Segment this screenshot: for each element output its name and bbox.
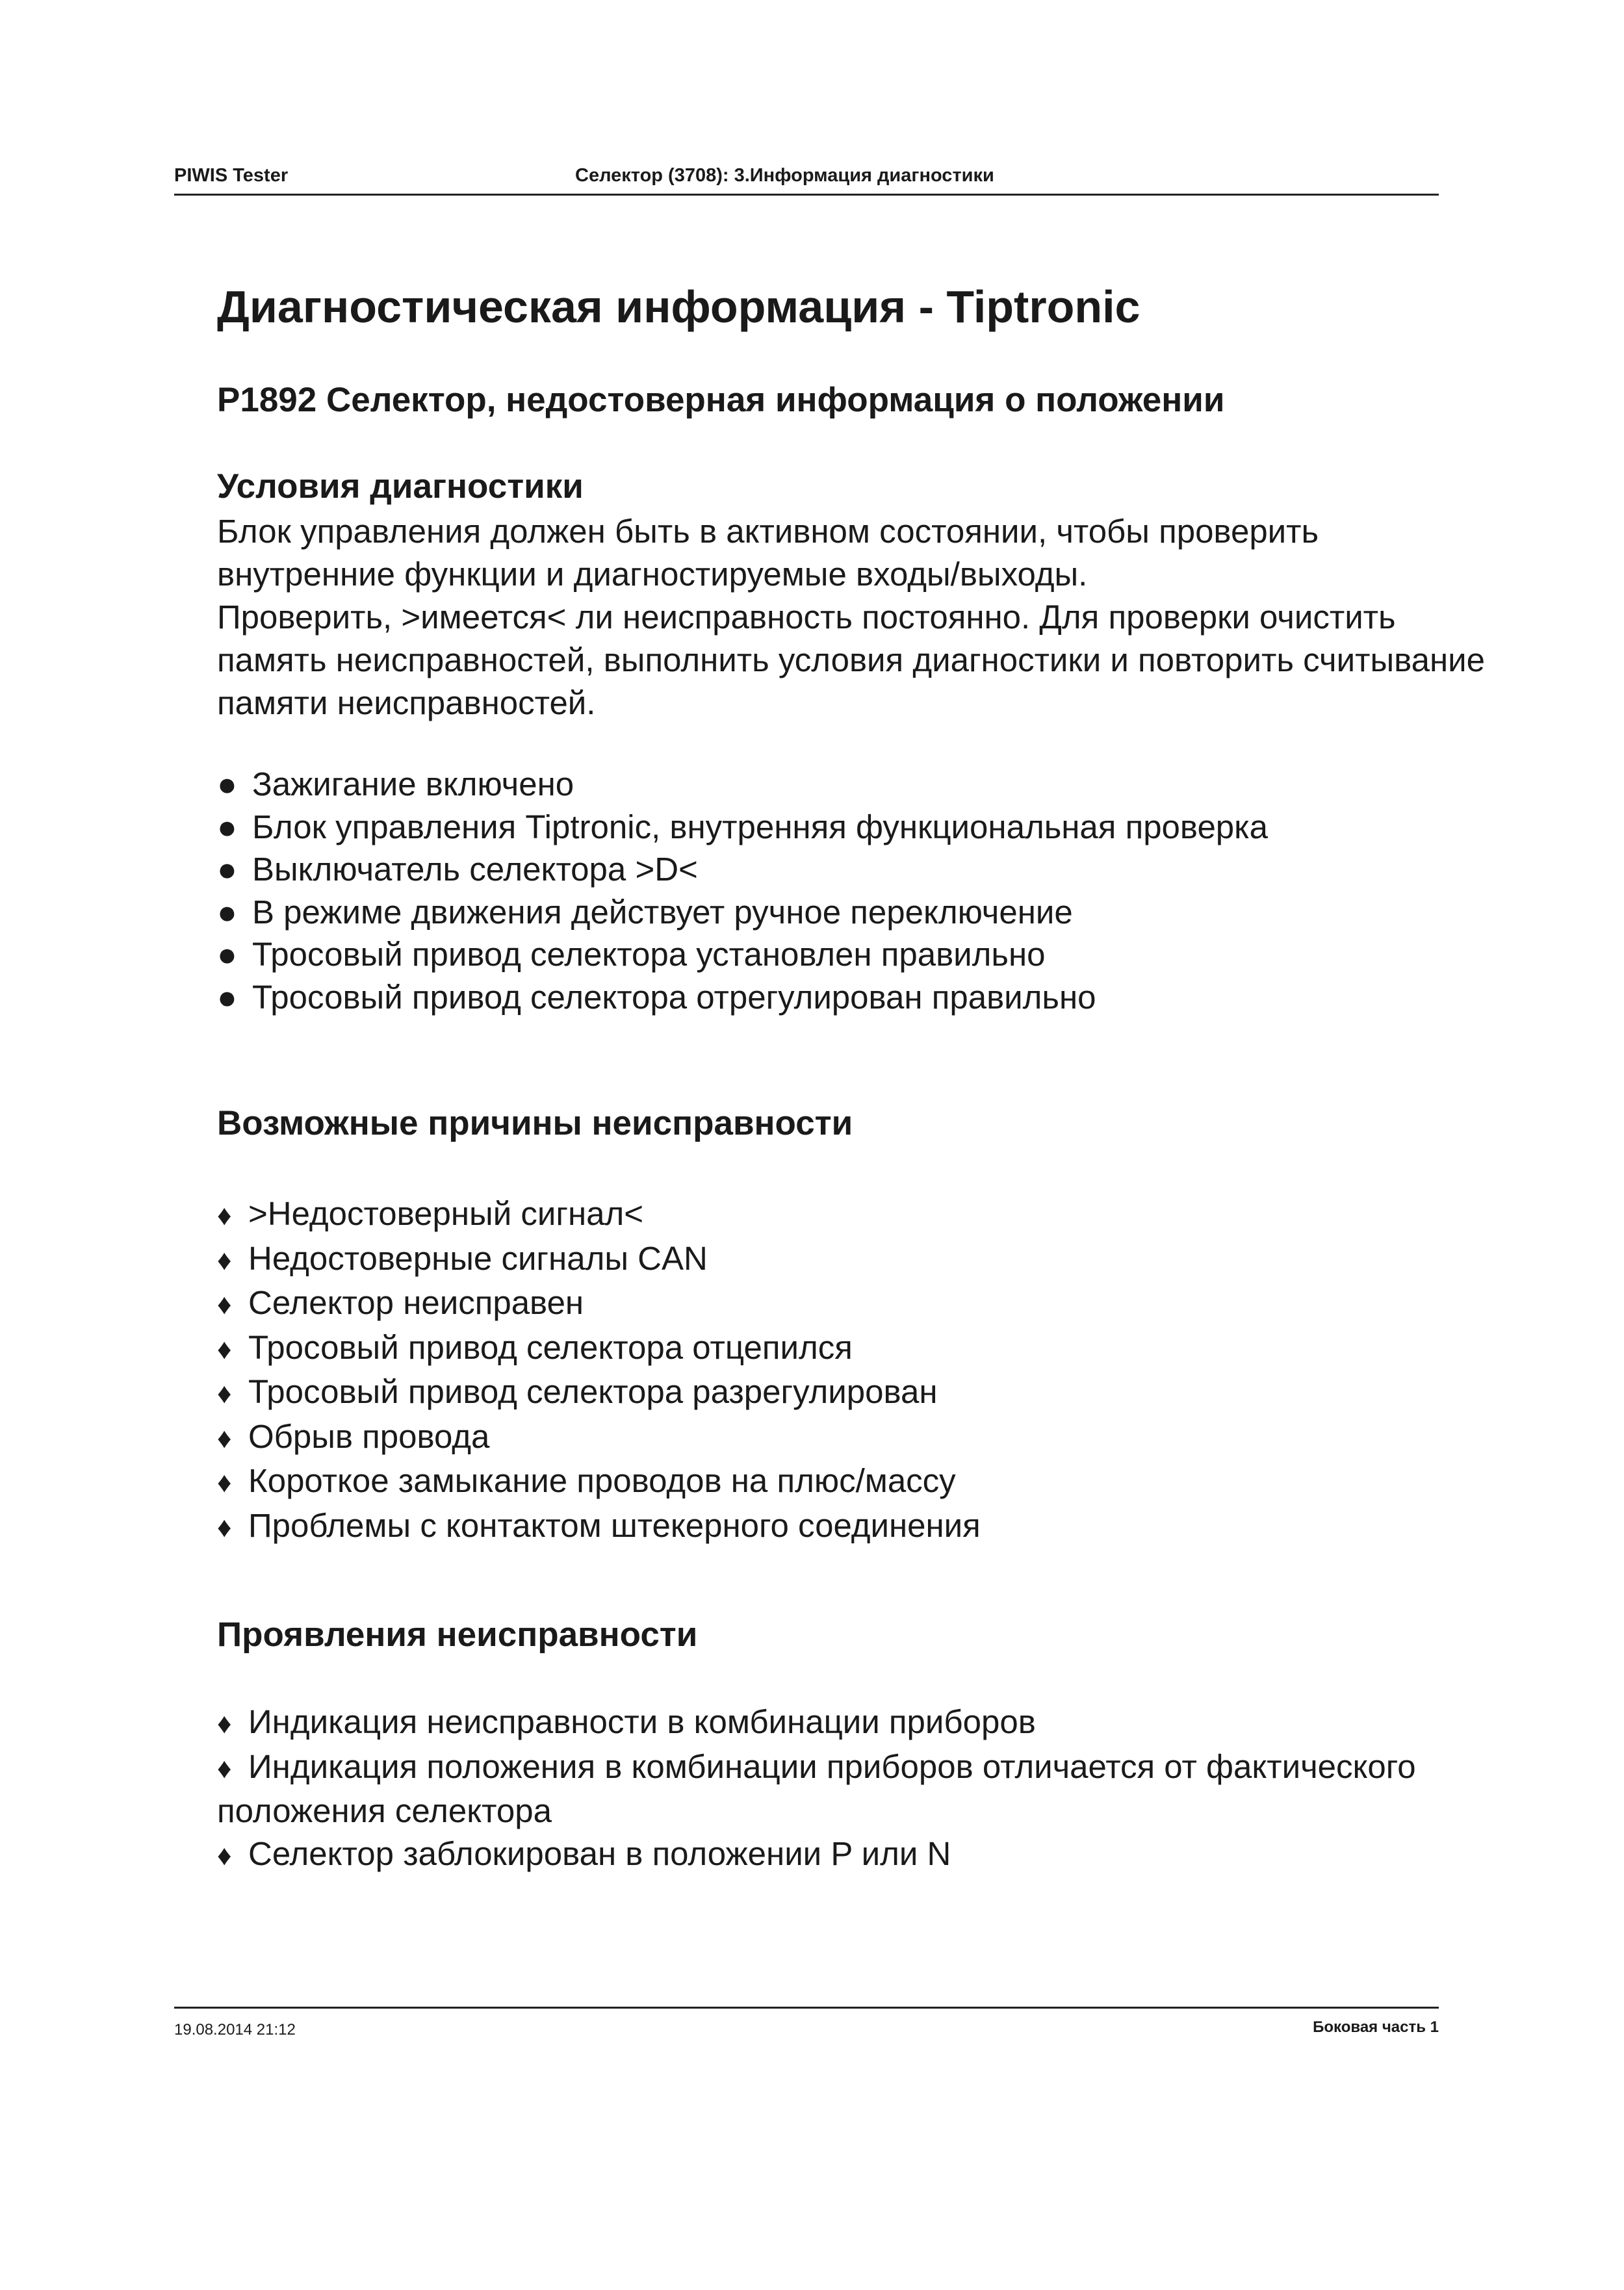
bullet-dot-icon: ● — [217, 936, 237, 973]
footer-datetime: 19.08.2014 21:12 — [174, 2021, 296, 2039]
list-item — [217, 1415, 1504, 1460]
list-item — [217, 848, 1504, 891]
list-item-text: Обрыв провода — [248, 1417, 490, 1455]
list-item — [217, 1192, 1504, 1237]
bullet-diamond-icon: ♦ — [217, 1839, 232, 1872]
list-item-text: Индикация неисправности в комбинации приборов — [248, 1703, 1036, 1740]
list-item — [217, 1745, 1504, 1833]
list-item-text: В режиме движения действует ручное переключение — [252, 893, 1073, 931]
conditions-paragraph-1: Блок управления должен быть в активном состоянии, чтобы проверить внутренние функции и диагностируемые входы/выходы. — [217, 513, 1319, 593]
causes-list — [217, 1192, 1504, 1549]
list-item — [217, 1504, 1504, 1549]
list-item — [217, 1370, 1504, 1415]
list-item-text: Проблемы с контактом штекерного соединения — [248, 1506, 981, 1544]
bullet-dot-icon: ● — [217, 765, 237, 803]
list-item-text: Тросовый привод селектора отрегулирован правильно — [252, 978, 1096, 1016]
list-item-text: Недостоверные сигналы CAN — [248, 1239, 708, 1277]
header-section: Селектор (3708): 3.Информация диагностики — [575, 165, 994, 186]
bullet-diamond-icon: ♦ — [217, 1244, 232, 1276]
footer-divider — [174, 2007, 1439, 2009]
bullet-dot-icon: ● — [217, 978, 237, 1016]
list-item — [217, 891, 1504, 934]
list-item-text: Селектор заблокирован в положении P или N — [248, 1834, 951, 1872]
list-item — [217, 1833, 1504, 1877]
footer-page-label: Боковая часть 1 — [1313, 2018, 1439, 2036]
fault-code-title: P1892 Селектор, недостоверная информация о положении — [217, 381, 1225, 419]
list-item-text: Выключатель селектора >D< — [252, 851, 698, 888]
bullet-diamond-icon: ♦ — [217, 1333, 232, 1365]
bullet-dot-icon: ● — [217, 808, 237, 845]
list-item-text: Блок управления Tiptronic, внутренняя функциональная проверка — [252, 808, 1268, 845]
bullet-diamond-icon: ♦ — [217, 1422, 232, 1454]
page-header — [174, 165, 1439, 198]
list-item — [217, 1281, 1504, 1326]
bullet-dot-icon: ● — [217, 893, 237, 931]
bullet-diamond-icon: ♦ — [217, 1511, 232, 1543]
bullet-diamond-icon: ♦ — [217, 1200, 232, 1231]
header-app-name: PIWIS Tester — [174, 165, 289, 186]
conditions-paragraph-2: Проверить, >имеется< ли неисправность постоянно. Для проверки очистить память неисправностей, выполнить условия диагностики и повторить считывание памяти неисправностей. — [217, 598, 1485, 721]
causes-heading: Возможные причины неисправности — [217, 1104, 853, 1142]
bullet-diamond-icon: ♦ — [217, 1378, 232, 1409]
list-item — [217, 763, 1504, 806]
list-item-text: Короткое замыкание проводов на плюс/массу — [248, 1462, 956, 1499]
header-divider — [174, 194, 1439, 196]
list-item — [217, 806, 1504, 849]
list-item — [217, 1460, 1504, 1504]
list-item-text: Тросовый привод селектора отцепился — [248, 1328, 853, 1366]
list-item — [217, 933, 1504, 976]
bullet-diamond-icon: ♦ — [217, 1467, 232, 1499]
conditions-list — [217, 763, 1504, 1018]
bullet-dot-icon: ● — [217, 851, 237, 888]
document-title: Диагностическая информация - Tiptronic — [217, 281, 1141, 332]
symptoms-list — [217, 1701, 1504, 1877]
list-item — [217, 1701, 1504, 1745]
list-item-text: Индикация положения в комбинации приборов отличается от фактического положения селектора — [217, 1747, 1416, 1829]
list-item — [217, 1237, 1504, 1282]
bullet-diamond-icon: ♦ — [217, 1752, 232, 1784]
conditions-text — [217, 510, 1504, 725]
bullet-diamond-icon: ♦ — [217, 1289, 232, 1320]
symptoms-heading: Проявления неисправности — [217, 1615, 698, 1654]
list-item-text: Тросовый привод селектора разрегулирован — [248, 1373, 938, 1410]
list-item — [217, 976, 1504, 1019]
list-item — [217, 1326, 1504, 1371]
list-item-text: Селектор неисправен — [248, 1284, 584, 1321]
list-item-text: Тросовый привод селектора установлен правильно — [252, 936, 1046, 973]
list-item-text: Зажигание включено — [252, 765, 574, 803]
conditions-heading: Условия диагностики — [217, 467, 584, 506]
bullet-diamond-icon: ♦ — [217, 1708, 232, 1740]
list-item-text: >Недостоверный сигнал< — [248, 1195, 644, 1232]
